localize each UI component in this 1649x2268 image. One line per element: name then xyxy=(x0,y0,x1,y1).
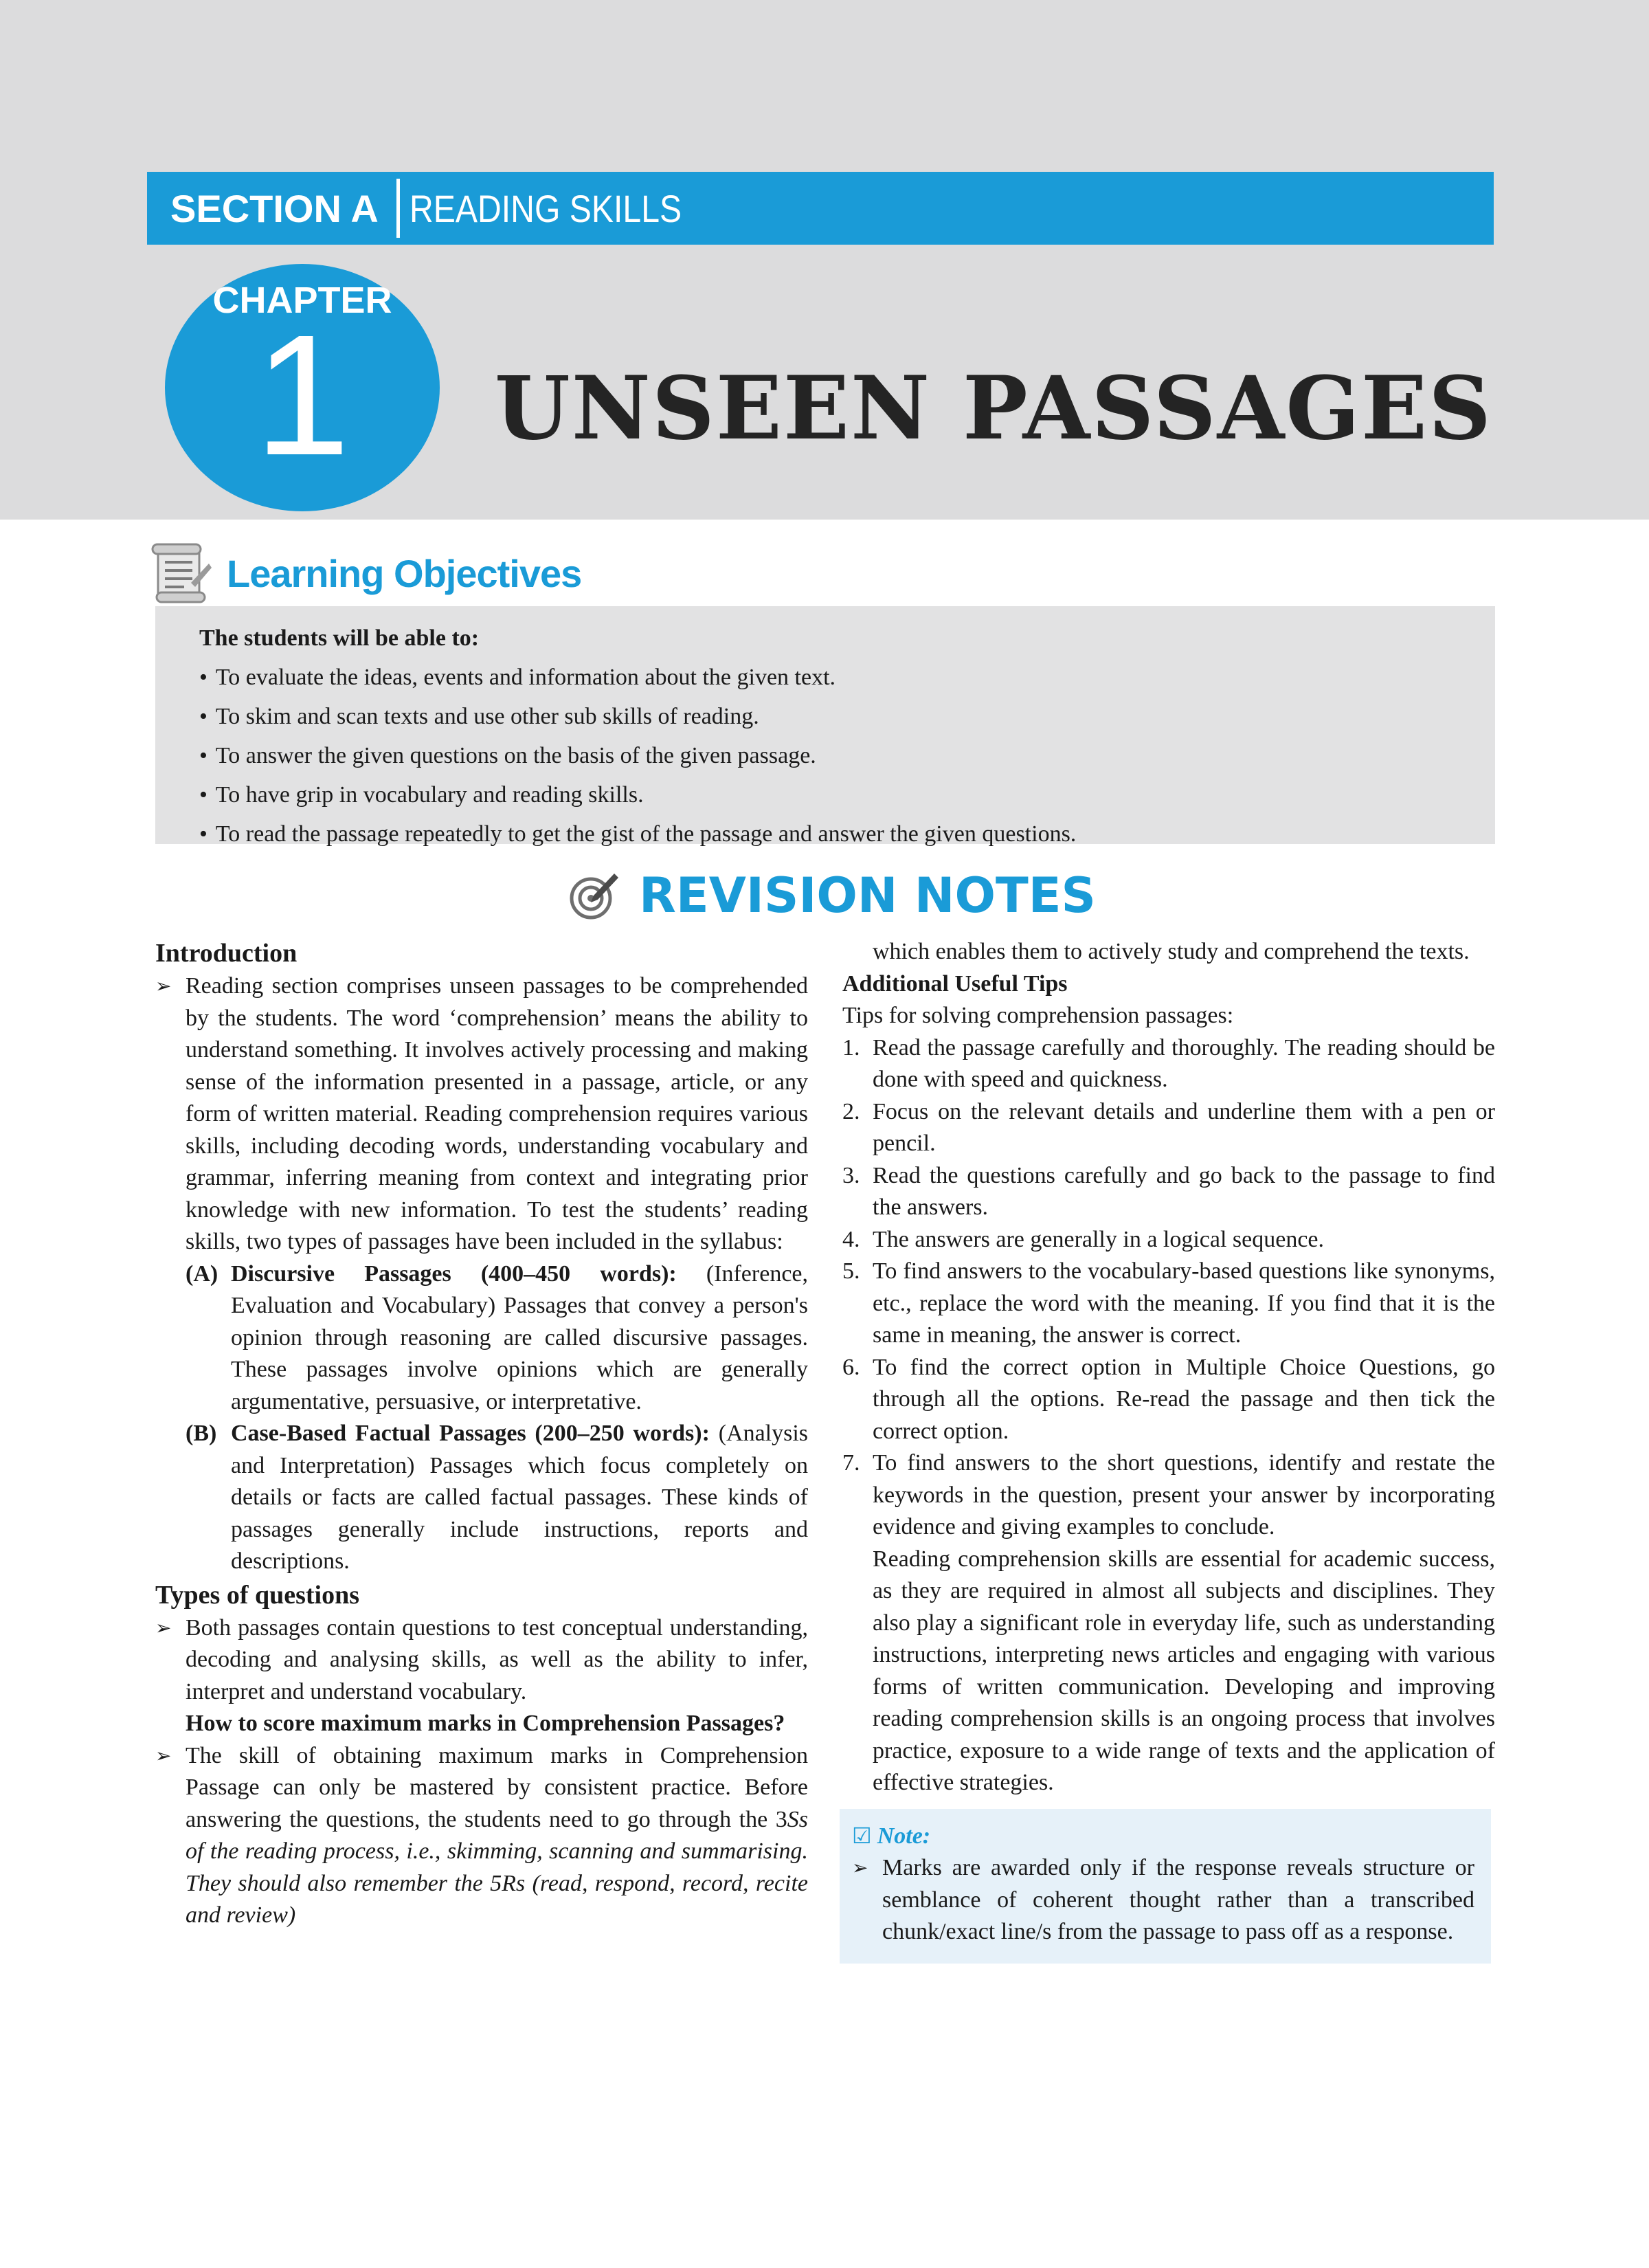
note-text: Marks are awarded only if the response reveals structure or semblance of coherent thought rather than a transcribed chunk/exact line/s from the passage to pass off as a response. xyxy=(882,1855,1474,1944)
section-bar xyxy=(147,172,1494,245)
types-heading: Types of questions xyxy=(155,1580,360,1610)
section-label: SECTION A xyxy=(170,186,379,230)
introduction-heading: Introduction xyxy=(155,939,298,968)
objectives-lead: The students will be able to: xyxy=(199,625,480,651)
pencil-target-icon xyxy=(568,869,620,922)
types-paragraph xyxy=(155,1612,808,1709)
introduction-text: Reading section comprises unseen passages to be comprehended by the students. The word ‘comprehension’ means the ability to understand something. It involves actively processing and making sense of the information presented in a passage, article, or any form of written material. Reading comprehension requires various skills, including decoding words, understanding vocabulary and grammar, inferring meaning from context and integrating prior knowledge with new information. To test the students’ reading skills, two types of passages have been included in the syllabus: xyxy=(186,973,808,1254)
closing-paragraph: Reading comprehension skills are essential for academic success, as they are required in almost all subjects and disciplines. They also play a significant role in everyday life, such as understanding instructions, interpreting news articles and engaging with various forms of written communication. Developing and improving reading comprehension skills is an ongoing process that involves practice, exposure to a wide range of texts and the application of effective strategies. xyxy=(873,1546,1495,1795)
tips-heading: Additional Useful Tips xyxy=(842,970,1068,997)
tip-item xyxy=(842,1160,1495,1224)
tip-number: 5. xyxy=(842,1258,860,1284)
section-divider xyxy=(396,179,400,238)
objectives-heading xyxy=(150,543,581,603)
objectives-box xyxy=(155,606,1495,847)
tip-text: To find the correct option in Multiple Choice Questions, go through all the options. Re-read the passage and then tick the correct option. xyxy=(873,1354,1495,1444)
objective-item: • To evaluate the ideas, events and information about the given text. xyxy=(199,658,1495,697)
tip-text: To find answers to the short questions, identify and restate the keywords in the question, present your answer by incorporating evidence and giving examples to conclude. xyxy=(873,1450,1495,1539)
tip-item xyxy=(842,1352,1495,1448)
tip-number: 1. xyxy=(842,1034,860,1060)
chapter-number: 1 xyxy=(254,299,350,491)
passage-b-label: (B) xyxy=(186,1421,217,1446)
tip-text: The answers are generally in a logical sequence. xyxy=(873,1226,1325,1252)
tip-number: 7. xyxy=(842,1450,860,1476)
passage-a-body xyxy=(231,1258,808,1419)
revision-title: REVISION NOTES xyxy=(639,867,1096,924)
tips-lead: Tips for solving comprehension passages: xyxy=(842,1003,1234,1028)
note-box xyxy=(840,1809,1491,1964)
scroll-icon xyxy=(150,543,212,603)
objective-item: • To read the passage repeatedly to get the gist of the passage and answer the given questions. xyxy=(199,814,1495,854)
tip-number: 2. xyxy=(842,1098,860,1124)
objective-item: • To skim and scan texts and use other sub skills of reading. xyxy=(199,697,1495,736)
passage-b-body xyxy=(231,1418,808,1578)
tip-item xyxy=(842,1447,1495,1544)
score-paragraph xyxy=(155,1740,808,1932)
objectives-title: Learning Objectives xyxy=(227,551,582,595)
revision-heading xyxy=(568,867,1096,924)
introduction-paragraph xyxy=(155,970,808,1258)
arrow-bullet-icon: ➢ xyxy=(155,1616,172,1639)
score-text-3s: Ss xyxy=(787,1806,808,1832)
passage-a-title: Discursive Passages (400–450 words): xyxy=(231,1260,677,1287)
score-text-part: The skill of obtaining maximum marks in Comprehension Passage can only be mastered by consistent practice. Before answering the questions, the students need to go through the 3 xyxy=(186,1742,808,1832)
note-heading xyxy=(852,1820,1474,1853)
note-title: Note: xyxy=(877,1823,931,1849)
score-heading: How to score maximum marks in Comprehension Passages? xyxy=(186,1711,785,1736)
objective-item: • To answer the given questions on the basis of the given passage. xyxy=(199,736,1495,775)
tip-item xyxy=(842,1256,1495,1352)
left-column xyxy=(155,936,808,1932)
tip-item xyxy=(842,1096,1495,1160)
passage-type-a xyxy=(186,1258,808,1419)
objective-item: • To have grip in vocabulary and reading skills. xyxy=(199,775,1495,814)
passage-b-text: (Analysis and Interpretation) Passages which focus completely on details or facts are called factual passages. These kinds of passages generally include instructions, reports and descriptions. xyxy=(231,1421,809,1574)
types-text: Both passages contain questions to test conceptual understanding, decoding and analysing skills, as well as the ability to infer, interpret and understand vocabulary. xyxy=(186,1614,808,1704)
tip-text: Read the passage carefully and thoroughly. The reading should be done with speed and quickness. xyxy=(873,1034,1495,1092)
passage-b-title: Case-Based Factual Passages (200–250 words): xyxy=(231,1421,710,1446)
note-paragraph xyxy=(852,1852,1474,1948)
passage-type-b xyxy=(186,1418,808,1578)
check-box-icon: ☑ xyxy=(852,1822,872,1849)
tip-number: 6. xyxy=(842,1354,860,1380)
tip-text: Read the questions carefully and go back to the passage to find the answers. xyxy=(873,1162,1495,1220)
arrow-bullet-icon: ➢ xyxy=(852,1856,868,1879)
right-column xyxy=(842,936,1495,1964)
chapter-badge xyxy=(165,264,440,511)
arrow-bullet-icon: ➢ xyxy=(155,975,172,997)
chapter-title: UNSEEN PASSAGES xyxy=(494,357,1492,459)
tip-number: 4. xyxy=(842,1226,860,1252)
tip-text: Focus on the relevant details and underline them with a pen or pencil. xyxy=(873,1098,1495,1156)
tip-item xyxy=(842,1224,1495,1256)
arrow-bullet-icon: ➢ xyxy=(155,1744,172,1767)
section-title: READING SKILLS xyxy=(409,186,682,230)
score-text xyxy=(186,1740,808,1932)
passage-a-label: (A) xyxy=(186,1260,218,1287)
tip-item xyxy=(842,1032,1495,1096)
score-continuation: which enables them to actively study and comprehend the texts. xyxy=(873,939,1470,964)
passage-a-text: (Inference, Evaluation and Vocabulary) Passages that convey a person's opinion through reasoning are called discursive passages. These passages involve opinions which are generally argumentative, persuasive, or interpretative. xyxy=(231,1260,808,1414)
tip-number: 3. xyxy=(842,1162,860,1188)
tip-text: To find answers to the vocabulary-based questions like synonyms, etc., replace the word with the meaning. If you find that it is the same in meaning, the answer is correct. xyxy=(873,1258,1495,1348)
score-text-italic: of the reading process, i.e., skimming, scanning and summarising. They should also remember the 5Rs (read, respond, record, recite and review) xyxy=(186,1838,808,1928)
chapter-label: CHAPTER xyxy=(212,280,392,321)
